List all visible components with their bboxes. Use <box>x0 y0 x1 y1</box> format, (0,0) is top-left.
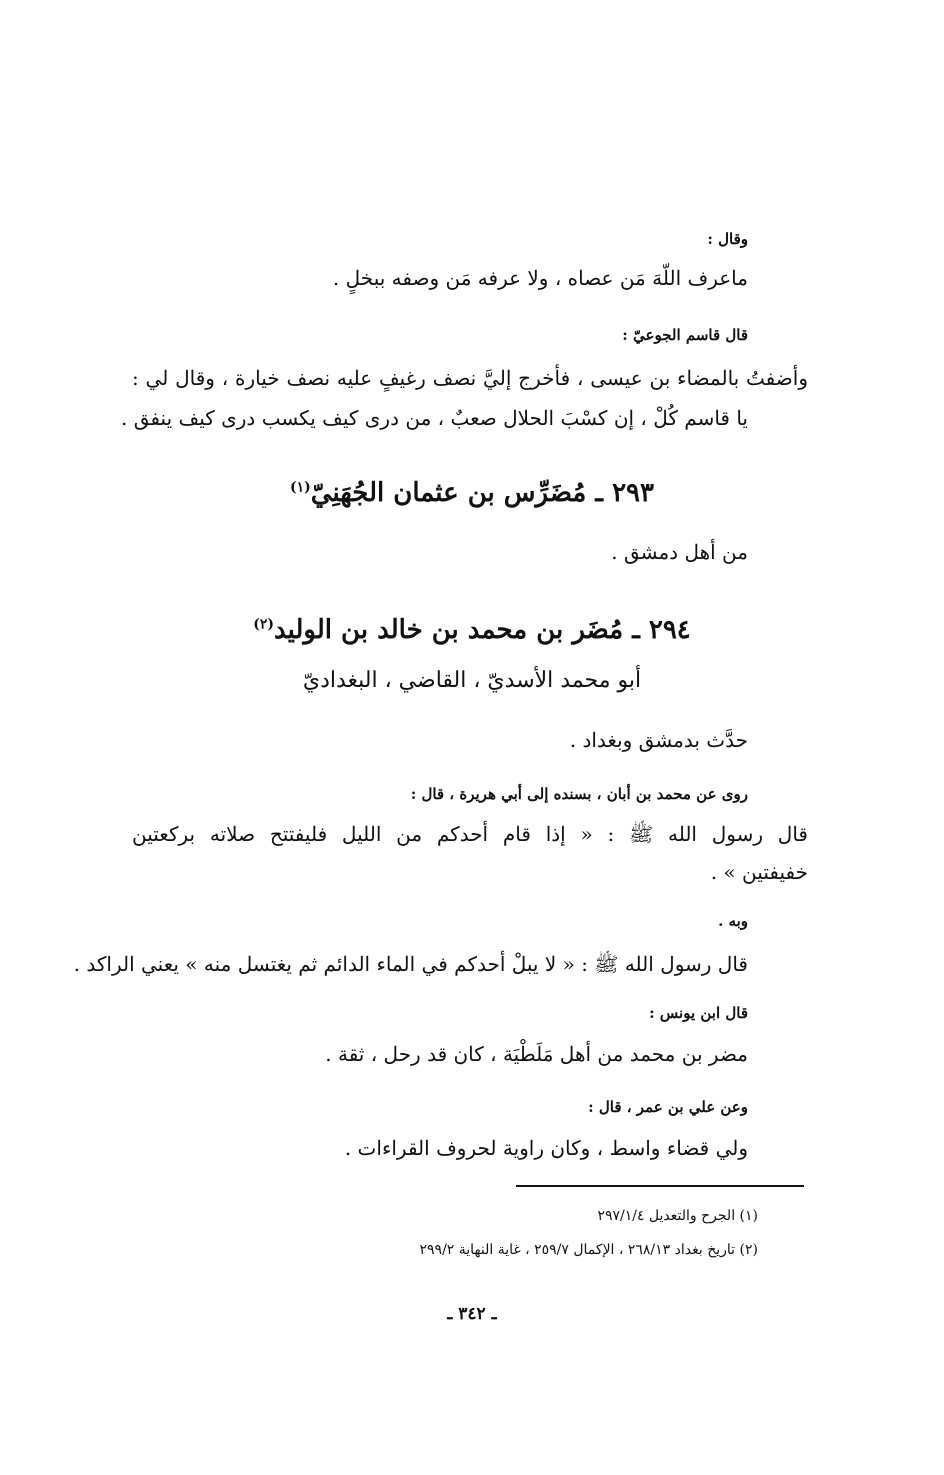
footnote-ref-1: (١) <box>290 479 311 496</box>
body-line-10: حدَّث بدمشق وبغداد . <box>569 728 748 752</box>
footnote-1: (١) الجرح والتعديل ٢٩٧/١/٤ <box>597 1208 758 1224</box>
body-line-4: وأضفتُ بالمضاء بن عيسى ، فأخرج إليَّ نصف رغيفٍ عليه نصف خيارة ، وقال لي : <box>132 366 808 390</box>
intro-line-14: وبه . <box>718 912 748 930</box>
intro-line-1: وقال : <box>707 230 748 248</box>
intro-line-3: قال قاسم الجوعيّ : <box>622 326 748 344</box>
footnote-divider <box>516 1185 804 1187</box>
entry-294-title <box>0 615 944 645</box>
intro-line-16: قال ابن يونس : <box>649 1004 748 1022</box>
body-line-19: ولي قضاء واسط ، وكان راوية لحروف القراءات . <box>344 1136 748 1160</box>
footnote-2: (٢) تاريخ بغداد ٢٦٨/١٣ ، الإكمال ٢٥٩/٧ ، غاية النهاية ٢٩٩/٢ <box>419 1242 758 1258</box>
page-number: ـ ٣٤٢ ـ <box>447 1304 497 1324</box>
footnote-ref-2: (٢) <box>253 616 274 633</box>
entry-294-subtitle: أبو محمد الأسديّ ، القاضي ، البغداديّ <box>302 668 642 693</box>
body-line-12: قال رسول الله ﷺ : « إذا قام أحدكم من الليل فليفتتح صلاته بركعتين <box>132 822 808 846</box>
intro-line-11: روى عن محمد بن أبان ، بسنده إلى أبي هريرة ، قال : <box>410 785 748 803</box>
body-line-5: يا قاسم كُلْ ، إن كسْبَ الحلال صعبٌ ، من درى كيف يكسب درى كيف ينفق . <box>121 406 748 430</box>
entry-293-title <box>0 478 944 508</box>
entry-294-name: ٢٩٤ ـ مُضَر بن محمد بن خالد بن الوليد <box>273 615 691 645</box>
intro-line-18: وعن علي بن عمر ، قال : <box>588 1098 748 1116</box>
body-line-2: ماعرف اللّهَ مَن عصاه ، ولا عرفه مَن وصفه ببخلٍ . <box>332 266 748 290</box>
entry-293-name: ٢٩٣ ـ مُضَرِّس بن عثمان الجُهَنِيّ <box>310 478 654 508</box>
body-line-15: قال رسول الله ﷺ : « لا يبلْ أحدكم في الماء الدائم ثم يغتسل منه » يعني الراكد . <box>73 952 748 976</box>
body-line-13: خفيفتين » . <box>710 860 808 884</box>
body-line-7: من أهل دمشق . <box>611 540 748 564</box>
body-line-17: مضر بن محمد من أهل مَلَطْيَة ، كان قد رحل ، ثقة . <box>325 1042 748 1066</box>
